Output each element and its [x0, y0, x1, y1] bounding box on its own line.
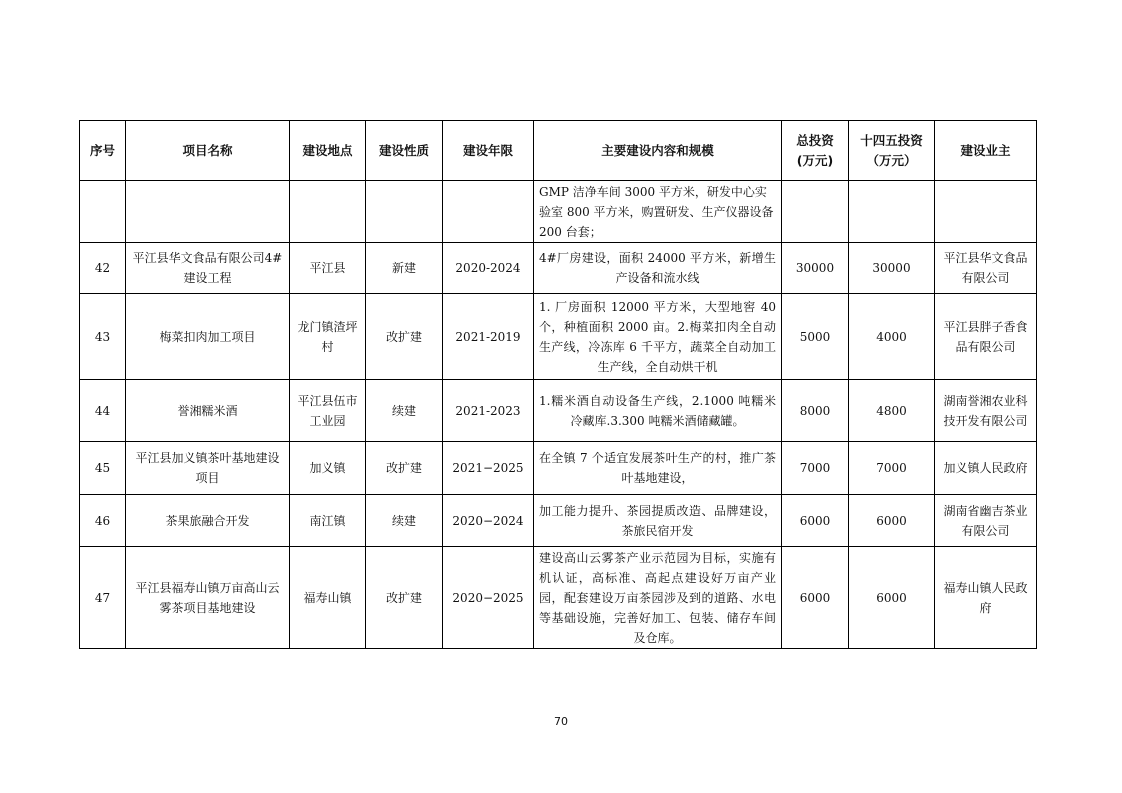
- cell-location: 龙门镇渣坪村: [290, 294, 366, 380]
- cell-total: [782, 181, 849, 243]
- cell-period: 2021-2023: [443, 380, 534, 442]
- header-total-line1: 总投资: [796, 132, 834, 148]
- cell-period: 2020-2024: [443, 243, 534, 294]
- page-number: 70: [554, 715, 568, 728]
- cell-name: 平江县华文食品有限公司4#建设工程: [126, 243, 290, 294]
- cell-name: 梅菜扣肉加工项目: [126, 294, 290, 380]
- table-row: [80, 243, 1037, 294]
- cell-content: 在全镇 7 个适宜发展茶叶生产的村，推广茶叶基地建设，: [534, 442, 782, 495]
- header-plan: [849, 121, 935, 181]
- cell-location: 平江县: [290, 243, 366, 294]
- cell-content: 加工能力提升、茶园提质改造、品牌建设，茶旅民宿开发: [534, 495, 782, 547]
- cell-total: 8000: [782, 380, 849, 442]
- header-total-line2: (万元): [796, 152, 834, 168]
- cell-total: 6000: [782, 547, 849, 649]
- cell-nature: 续建: [366, 495, 443, 547]
- cell-content: GMP 洁净车间 3000 平方米，研发中心实验室 800 平方米，购置研发、生产仪器设备 200 台套；: [534, 181, 782, 243]
- cell-owner: 福寿山镇人民政府: [935, 547, 1037, 649]
- table-row: [80, 380, 1037, 442]
- cell-period: 2020−2025: [443, 547, 534, 649]
- cell-total: 30000: [782, 243, 849, 294]
- cell-no: 47: [80, 547, 126, 649]
- cell-content: 建设高山云雾茶产业示范园为目标，实施有机认证，高标准、高起点建设好万亩产业园，配套建设万亩茶园涉及到的道路、水电等基础设施，完善好加工、包装、储存车间及仓库。: [534, 547, 782, 649]
- cell-nature: 改扩建: [366, 294, 443, 380]
- cell-nature: [366, 181, 443, 243]
- cell-content: 1. 厂房面积 12000 平方米，大型地窖 40 个，种植面积 2000 亩。2.梅菜扣肉全自动生产线，冷冻库 6 千平方，蔬菜全自动加工生产线，全自动烘干机: [534, 294, 782, 380]
- header-location: 建设地点: [290, 121, 366, 181]
- cell-location: 福寿山镇: [290, 547, 366, 649]
- cell-plan: [849, 181, 935, 243]
- cell-name: 平江县加义镇茶叶基地建设项目: [126, 442, 290, 495]
- cell-no: 42: [80, 243, 126, 294]
- header-total: [782, 121, 849, 181]
- cell-name: 平江县福寿山镇万亩高山云雾茶项目基地建设: [126, 547, 290, 649]
- header-name: 项目名称: [126, 121, 290, 181]
- cell-no: [80, 181, 126, 243]
- header-row: [80, 121, 1037, 181]
- cell-content: 1.糯米酒自动设备生产线，2.1000 吨糯米冷藏库.3.300 吨糯米酒储藏罐。: [534, 380, 782, 442]
- table-row: [80, 442, 1037, 495]
- cell-no: 43: [80, 294, 126, 380]
- cell-location: 南江镇: [290, 495, 366, 547]
- header-content: 主要建设内容和规模: [534, 121, 782, 181]
- cell-plan: 30000: [849, 243, 935, 294]
- cell-plan: 7000: [849, 442, 935, 495]
- table-row: [80, 495, 1037, 547]
- cell-period: 2021−2025: [443, 442, 534, 495]
- cell-owner: 平江县胖子香食品有限公司: [935, 294, 1037, 380]
- cell-period: 2021-2019: [443, 294, 534, 380]
- cell-name: 誉湘糯米酒: [126, 380, 290, 442]
- cell-owner: 平江县华文食品有限公司: [935, 243, 1037, 294]
- header-plan-line1: 十四五投资: [860, 132, 923, 148]
- cell-content: 4#厂房建设，面积 24000 平方米，新增生产设备和流水线: [534, 243, 782, 294]
- cell-no: 44: [80, 380, 126, 442]
- cell-no: 46: [80, 495, 126, 547]
- table-row: [80, 294, 1037, 380]
- cell-total: 5000: [782, 294, 849, 380]
- cell-nature: 续建: [366, 380, 443, 442]
- table-row: [80, 547, 1037, 649]
- header-nature: 建设性质: [366, 121, 443, 181]
- cell-owner: 湖南省幽吉茶业有限公司: [935, 495, 1037, 547]
- cell-location: 加义镇: [290, 442, 366, 495]
- cell-plan: 4800: [849, 380, 935, 442]
- cell-plan: 4000: [849, 294, 935, 380]
- cell-nature: 改扩建: [366, 547, 443, 649]
- table-row: [80, 181, 1037, 243]
- cell-period: [443, 181, 534, 243]
- cell-total: 7000: [782, 442, 849, 495]
- cell-name: [126, 181, 290, 243]
- cell-owner: 加义镇人民政府: [935, 442, 1037, 495]
- project-table: [79, 120, 1037, 649]
- cell-plan: 6000: [849, 547, 935, 649]
- cell-period: 2020−2024: [443, 495, 534, 547]
- header-period: 建设年限: [443, 121, 534, 181]
- cell-no: 45: [80, 442, 126, 495]
- cell-location: 平江县伍市工业园: [290, 380, 366, 442]
- cell-owner: 湖南誉湘农业科技开发有限公司: [935, 380, 1037, 442]
- cell-plan: 6000: [849, 495, 935, 547]
- header-owner: 建设业主: [935, 121, 1037, 181]
- cell-nature: 新建: [366, 243, 443, 294]
- cell-nature: 改扩建: [366, 442, 443, 495]
- header-plan-line2: （万元）: [866, 152, 917, 168]
- header-no: 序号: [80, 121, 126, 181]
- cell-location: [290, 181, 366, 243]
- cell-owner: [935, 181, 1037, 243]
- cell-total: 6000: [782, 495, 849, 547]
- cell-name: 茶果旅融合开发: [126, 495, 290, 547]
